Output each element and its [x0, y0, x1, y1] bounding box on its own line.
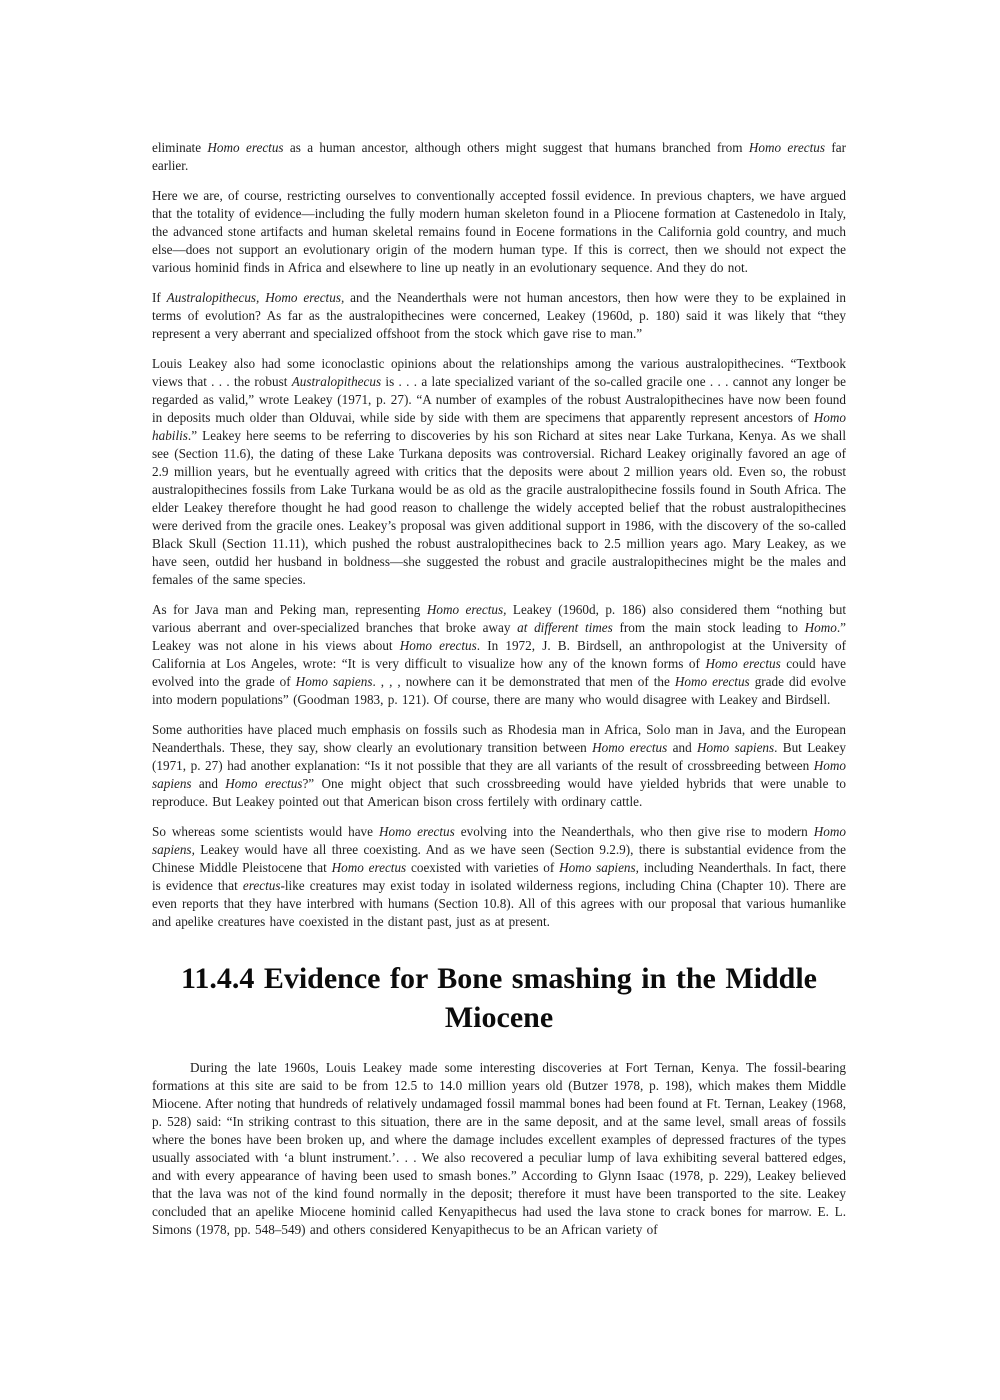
- paragraph-coexistence: So whereas some scientists would have Homo erectus evolving into the Neanderthals, who then give rise to modern Homo sapiens, Leakey would have all three coexisting. And as we have seen (Section 9.2.9), there is substantial evidence from the Chinese Middle Pleistocene that Homo erectus coexisted with varieties of Homo sapiens, including Neanderthals. In fact, there is evidence that erectus-like creatures may exist today in isolated wilderness regions, including China (Chapter 10). There are even reports that they have interbred with humans (Section 10.8). All of this agrees with our proposal that various humanlike and apelike creatures have coexisted in the distant past, just as at present.: [152, 824, 846, 929]
- paragraph-leakey-iconoclastic: Louis Leakey also had some iconoclastic opinions about the relationships among the various australopithecines. “Textbook views that . . . the robust Australopithecus is . . . a late specialized variant of the so-called gracile one . . . cannot any longer be regarded as valid,” wrote Leakey (1971, p. 27). “A number of examples of the robust Australopithecines have now been found in deposits much older than Olduvai, while side by side with them are specimens that apparently represent ancestors of Homo habilis.” Leakey here seems to be referring to discoveries by his son Richard at sites near Lake Turkana, Kenya. As we shall see (Section 11.6), the dating of these Lake Turkana deposits was controversial. Richard Leakey originally favored an age of 2.9 million years, but he eventually agreed with critics that the deposits were about 2 million years old. Even so, the robust australopithecines fossils from Lake Turkana would be as old as the gracile australopithecine fossils found in South Africa. The elder Leakey therefore thought he had good reason to challenge the widely accepted belief that the robust australopithecines were derived from the gracile ones. Leakey’s proposal was given additional support in 1986, with the discovery of the so-called Black Skull (Section 11.11), which pushed the robust australopithecines back to 2.5 million years ago. Mary Leakey, as we have seen, outdid her husband in boldness—she suggested the robust and gracile australopithecines might be the males and females of the same species.: [152, 356, 846, 587]
- section-heading: 11.4.4 Evidence for Bone smashing in the Middle Miocene: [180, 962, 817, 1034]
- paragraph-fort-ternan: During the late 1960s, Louis Leakey made some interesting discoveries at Fort Ternan, Kenya. The fossil-bearing formations at this site are said to be from 12.5 to 14.0 million years old (Butzer 1978, p. 198), which makes them Middle Miocene. After noting that hundreds of relatively undamaged fossil mammal bones had been found at Ft. Ternan, Leakey (1968, p. 528) said: “In striking contrast to this situation, there are in the same deposit, and at the same level, small areas of fossils where the bones have been broken up, and where the damage includes excellent examples of depressed fractures of the types usually associated with ‘a blunt instrument.’. . . We also recovered a peculiar lump of lava exhibiting several battered edges, and with every appearance of having been used to smash bones.” According to Glynn Isaac (1978, p. 229), Leakey believed that the lava was not of the kind found normally in the deposit; therefore it must have been transported to the site. Leakey concluded that an apelike Miocene hominid called Kenyapithecus had used the lava stone to crack bones for marrow. E. L. Simons (1978, pp. 548–549) and others considered Kenyapithecus to be an African variety of: [152, 1060, 846, 1237]
- paragraph-fossil-evidence: Here we are, of course, restricting ourselves to conventionally accepted fossil evidence. In previous chapters, we have argued that the totality of evidence—including the fully modern human skeleton found in a Pliocene formation at Castenedolo in Italy, the advanced stone artifacts and human skeletal remains found in Eocene formations in the California gold country, and much else—does not support an evolutionary origin of the modern human type. If this is correct, then we should not expect the various hominid finds in Africa and elsewhere to line up neatly in an evolutionary sequence. And they do not.: [152, 188, 846, 275]
- paragraph-australopithecus-explained: If Australopithecus, Homo erectus, and the Neanderthals were not human ancestors, then how were they to be explained in terms of evolution? As far as the australopithecines were concerned, Leakey (1960d, p. 180) said it was likely that “they represent a very aberrant and specialized offshoot from the stock which gave rise to man.”: [152, 290, 846, 341]
- paragraph-java-peking-man: As for Java man and Peking man, representing Homo erectus, Leakey (1960d, p. 186) also considered them “nothing but various aberrant and over-specialized branches that broke away at different times from the main stock leading to Homo.” Leakey was not alone in his views about Homo erectus. In 1972, J. B. Birdsell, an anthropologist at the University of California at Los Angeles, wrote: “It is very difficult to visualize how any of the known forms of Homo erectus could have evolved into the grade of Homo sapiens. , , , nowhere can it be demonstrated that men of the Homo erectus grade did evolve into modern populations” (Goodman 1983, p. 121). Of course, there are many who would disagree with Leakey and Birdsell.: [152, 602, 847, 707]
- paragraph-continuation: eliminate Homo erectus as a human ancestor, although others might suggest that humans branched from Homo erectus far earlier.: [152, 140, 847, 173]
- paragraph-crossbreeding: Some authorities have placed much emphasis on fossils such as Rhodesia man in Africa, Solo man in Java, and the European Neanderthals. These, they say, show clearly an evolutionary transition between Homo erectus and Homo sapiens. But Leakey (1971, p. 27) had another explanation: “Is it not possible that they are all variants of the result of crossbreeding between Homo sapiens and Homo erectus?” One might object that such crossbreeding would have yielded hybrids that were unable to reproduce. But Leakey pointed out that American bison cross fertilely with ordinary cattle.: [152, 722, 847, 809]
- text-column: [152, 139, 846, 1251]
